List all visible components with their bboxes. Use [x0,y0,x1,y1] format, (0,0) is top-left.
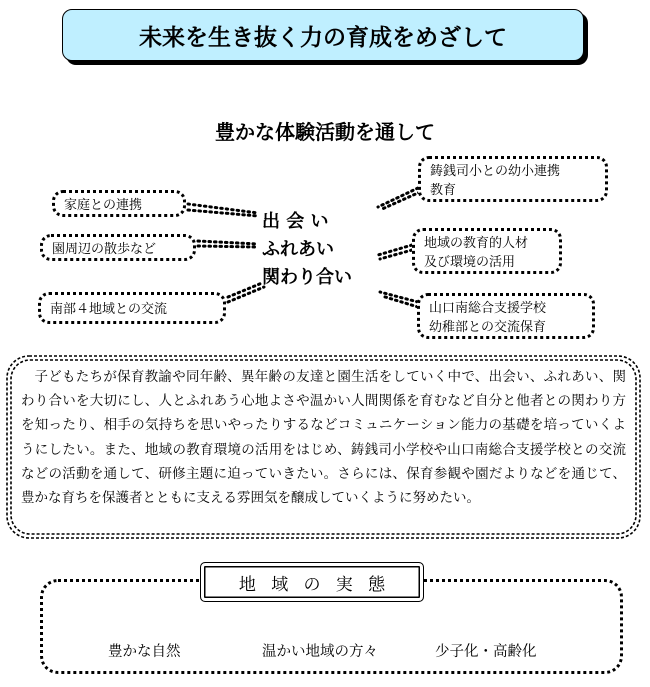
bubble-line: 及び環境の活用 [424,255,516,270]
keyword-kakawariai: 関わり合い [262,267,352,288]
bubble-line: 幼稚部との交流保育 [429,320,547,335]
bubble-line: 教育 [430,183,457,198]
bubble-family: 家庭との連携 [52,190,186,217]
page-title: 未来を生き抜く力の育成をめざして [62,9,584,61]
bubble-line: 山口南総合支援学校 [429,301,547,316]
fact-aging: 少子化・高齢化 [435,644,537,660]
keyword-fureai: ふれあい [262,239,334,260]
bubble-south-region: 南部４地域との交流 [38,292,226,324]
section-subtitle: 豊かな体験活動を通して [215,120,435,144]
region-facts-label: 地域の実態 [200,562,424,602]
summary-text: 子どもたちが保育教諭や同年齢、異年齢の友達と園生活をしていく中で、出会い、ふれあい、関わり合いを大切にし、人とふれあう心地よさや温かい人間関係を育むなど自分と他者との関わり方を知ったり、相手の気持ちを思いやったりするなどコミュニケーション能力の基礎を培っていくようにしたい。また、地域の教育環境の活用をはじめ、鋳銭司小学校や山口南総合支援学校との交流などの活動を通して、研修主題に迫っていきたい。さらには、保育参観や園だよりなどを通じて、豊かな育ちを保護者とともに支える雰囲気を醸成していくように努めたい。 [21,369,626,507]
bubble-line: 地域の教育的人材 [424,236,529,251]
fact-nature: 豊かな自然 [108,644,181,660]
bubble-walk: 園周辺の散歩など [40,234,196,261]
bubble-line: 鋳銭司小との幼小連携 [430,164,561,179]
keyword-deai: 出 会 い [262,211,329,232]
fact-community: 温かい地域の方々 [262,644,378,660]
